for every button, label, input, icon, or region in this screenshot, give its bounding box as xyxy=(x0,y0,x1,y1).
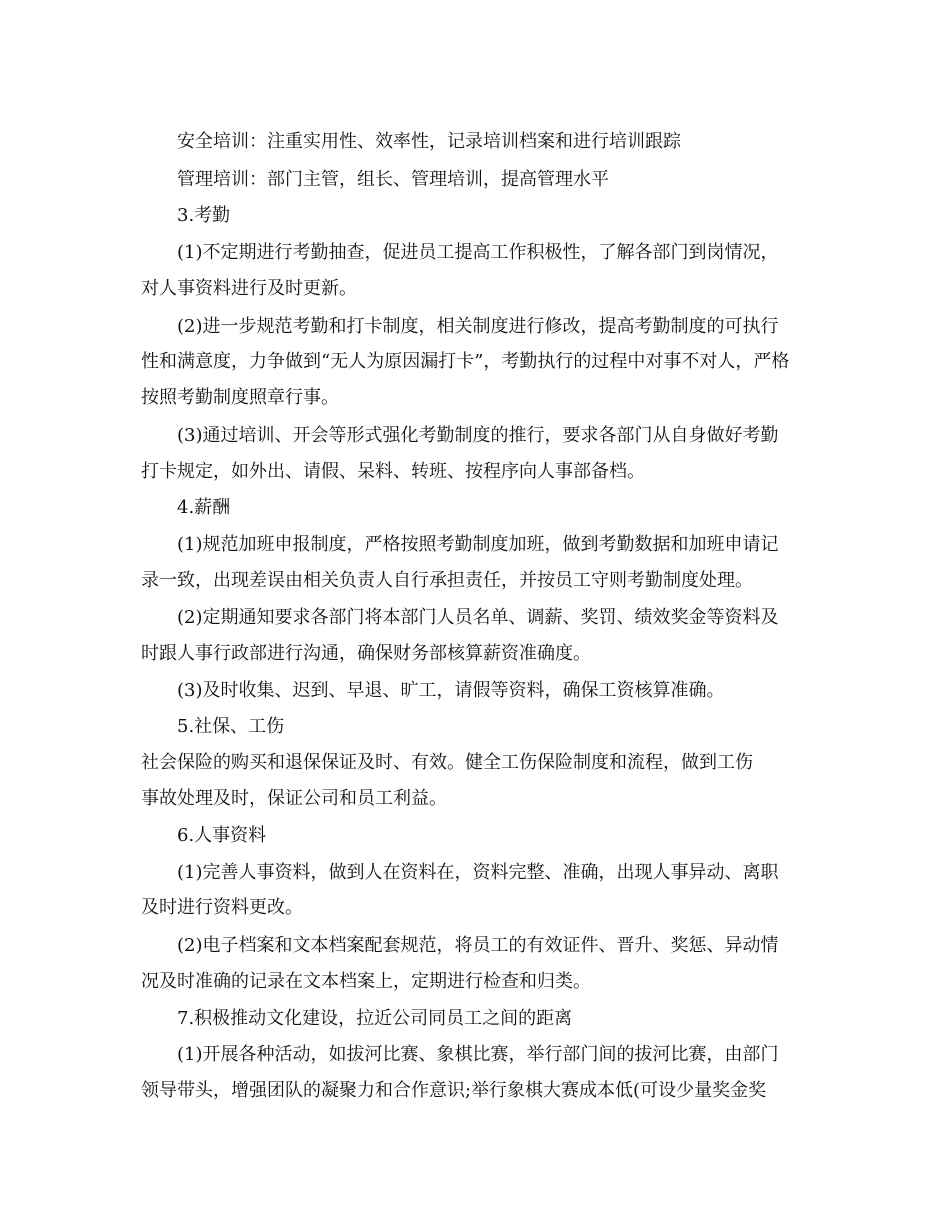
text-line: 时跟人事行政部进行沟通，确保财务部核算薪资准确度。 xyxy=(141,643,591,664)
text-line: 社会保险的购买和退保保证及时、有效。健全工伤保险制度和流程，做到工伤 xyxy=(141,752,753,773)
text-line: (2)定期通知要求各部门将本部门人员名单、调薪、奖罚、绩效奖金等资料及 xyxy=(177,607,779,628)
text-line: (1)规范加班申报制度，严格按照考勤制度加班，做到考勤数据和加班申请记 xyxy=(177,534,779,555)
text-line: 及时进行资料更改。 xyxy=(141,897,303,918)
text-line: (1)开展各种活动，如拔河比赛、象棋比赛，举行部门间的拔河比赛，由部门 xyxy=(177,1044,779,1065)
text-line: 安全培训：注重实用性、效率性，记录培训档案和进行培训跟踪 xyxy=(177,131,681,152)
text-line: 况及时准确的记录在文本档案上，定期进行检查和归类。 xyxy=(141,971,591,992)
text-line: (3)通过培训、开会等形式强化考勤制度的推行，要求各部门从自身做好考勤 xyxy=(177,425,779,446)
text-line: (1)不定期进行考勤抽查，促进员工提高工作积极性，了解各部门到岗情况， xyxy=(177,242,779,263)
text-line: (1)完善人事资料，做到人在资料在，资料完整、准确，出现人事异动、离职 xyxy=(177,862,779,883)
section-heading: 3.考勤 xyxy=(177,205,231,226)
text-line: 领导带头，增强团队的凝聚力和合作意识;举行象棋大赛成本低(可设少量奖金奖 xyxy=(141,1080,767,1101)
text-line: 录一致，出现差误由相关负责人自行承担责任，并按员工守则考勤制度处理。 xyxy=(141,570,753,591)
text-line: 对人事资料进行及时更新。 xyxy=(141,278,357,299)
text-line: 事故处理及时，保证公司和员工利益。 xyxy=(141,788,447,809)
text-line: (2)电子档案和文本档案配套规范，将员工的有效证件、晋升、奖惩、异动情 xyxy=(177,935,779,956)
section-heading: 6.人事资料 xyxy=(177,825,267,846)
text-line: 按照考勤制度照章行事。 xyxy=(141,387,339,408)
section-heading: 4.薪酬 xyxy=(177,497,231,518)
text-line: 打卡规定，如外出、请假、呆料、转班、按程序向人事部备档。 xyxy=(141,461,645,482)
text-line: 管理培训：部门主管，组长、管理培训，提高管理水平 xyxy=(177,169,609,190)
section-heading: 7.积极推动文化建设，拉近公司同员工之间的距离 xyxy=(177,1008,573,1029)
text-line: (3)及时收集、迟到、早退、旷工，请假等资料，确保工资核算准确。 xyxy=(177,680,725,701)
text-line: (2)进一步规范考勤和打卡制度，相关制度进行修改，提高考勤制度的可执行 xyxy=(177,316,779,337)
section-heading: 5.社保、工伤 xyxy=(177,716,285,737)
text-line: 性和满意度，力争做到“无人为原因漏打卡”，考勤执行的过程中对事不对人，严格 xyxy=(141,351,790,372)
